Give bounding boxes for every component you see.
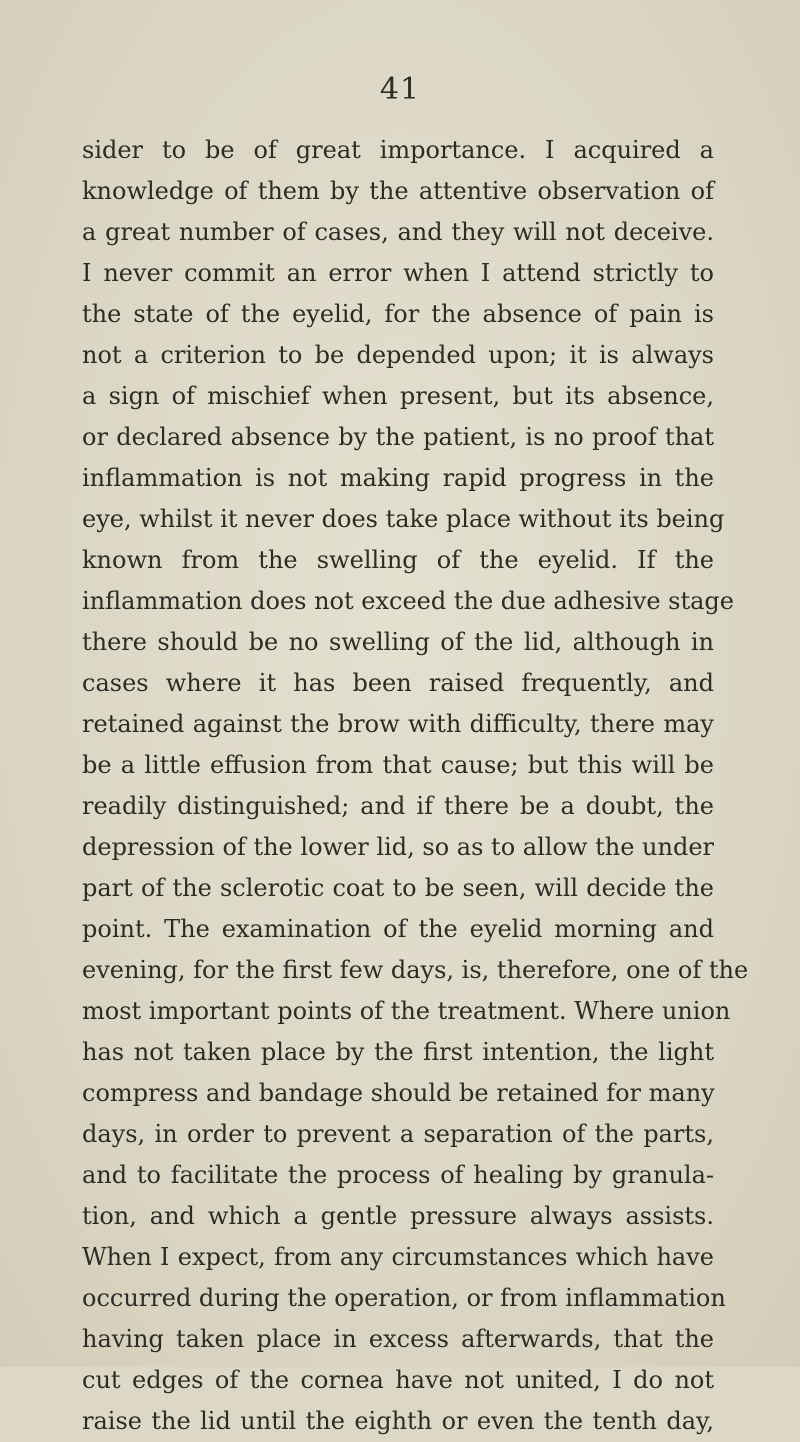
text-line: knowledge of them by the attentive observation of [82,177,714,205]
text-line: depression of the lower lid, so as to allow the under [82,833,714,861]
text-line: compress and bandage should be retained for many [82,1079,715,1107]
text-line: known from the swelling of the eyelid. If the [82,546,714,574]
text-line: raise the lid until the eighth or even the tenth day, [82,1407,714,1435]
text-line: cut edges of the cornea have not united, I do not [82,1366,714,1394]
body-text [82,130,749,1442]
text-line: a sign of mischief when present, but its absence, [82,382,714,410]
text-line: has not taken place by the first intention, the light [82,1038,714,1066]
text-line: most important points of the treatment. Where union [82,997,731,1025]
text-line: occurred during the operation, or from inflammation [82,1284,726,1312]
text-line: or declared absence by the patient, is no proof that [82,423,714,451]
text-line: point. The examination of the eyelid morning and [82,915,714,943]
text-line: inflammation is not making rapid progress in the [82,464,714,492]
text-line: there should be no swelling of the lid, although in [82,628,714,656]
text-line: cases where it has been raised frequently, and [82,669,714,697]
text-line: I never commit an error when I attend strictly to [82,259,714,287]
text-line: readily distinguished; and if there be a doubt, the [82,792,714,820]
text-line: part of the sclerotic coat to be seen, will decide the [82,874,714,902]
text-line: evening, for the first few days, is, therefore, one of the [82,956,749,984]
text-line: having taken place in excess afterwards, that the [82,1325,714,1353]
page-number: 41 [379,72,421,107]
text-line: retained against the brow with difficulty, there may [82,710,714,738]
text-line: not a criterion to be depended upon; it is always [82,341,714,369]
text-line: and to facilitate the process of healing by granula- [82,1161,714,1189]
text-line: tion, and which a gentle pressure always assists. [82,1202,714,1230]
text-line: eye, whilst it never does take place without its being [82,505,725,533]
text-line: a great number of cases, and they will not deceive. [82,218,714,246]
text-line: inflammation does not exceed the due adhesive stage [82,587,734,615]
text-line: be a little effusion from that cause; but this will be [82,751,714,779]
text-line: sider to be of great importance. I acquired a [82,136,714,164]
text-line: the state of the eyelid, for the absence of pain is [82,300,714,328]
text-line: When I expect, from any circumstances which have [82,1243,714,1271]
text-line: days, in order to prevent a separation of the parts, [82,1120,714,1148]
